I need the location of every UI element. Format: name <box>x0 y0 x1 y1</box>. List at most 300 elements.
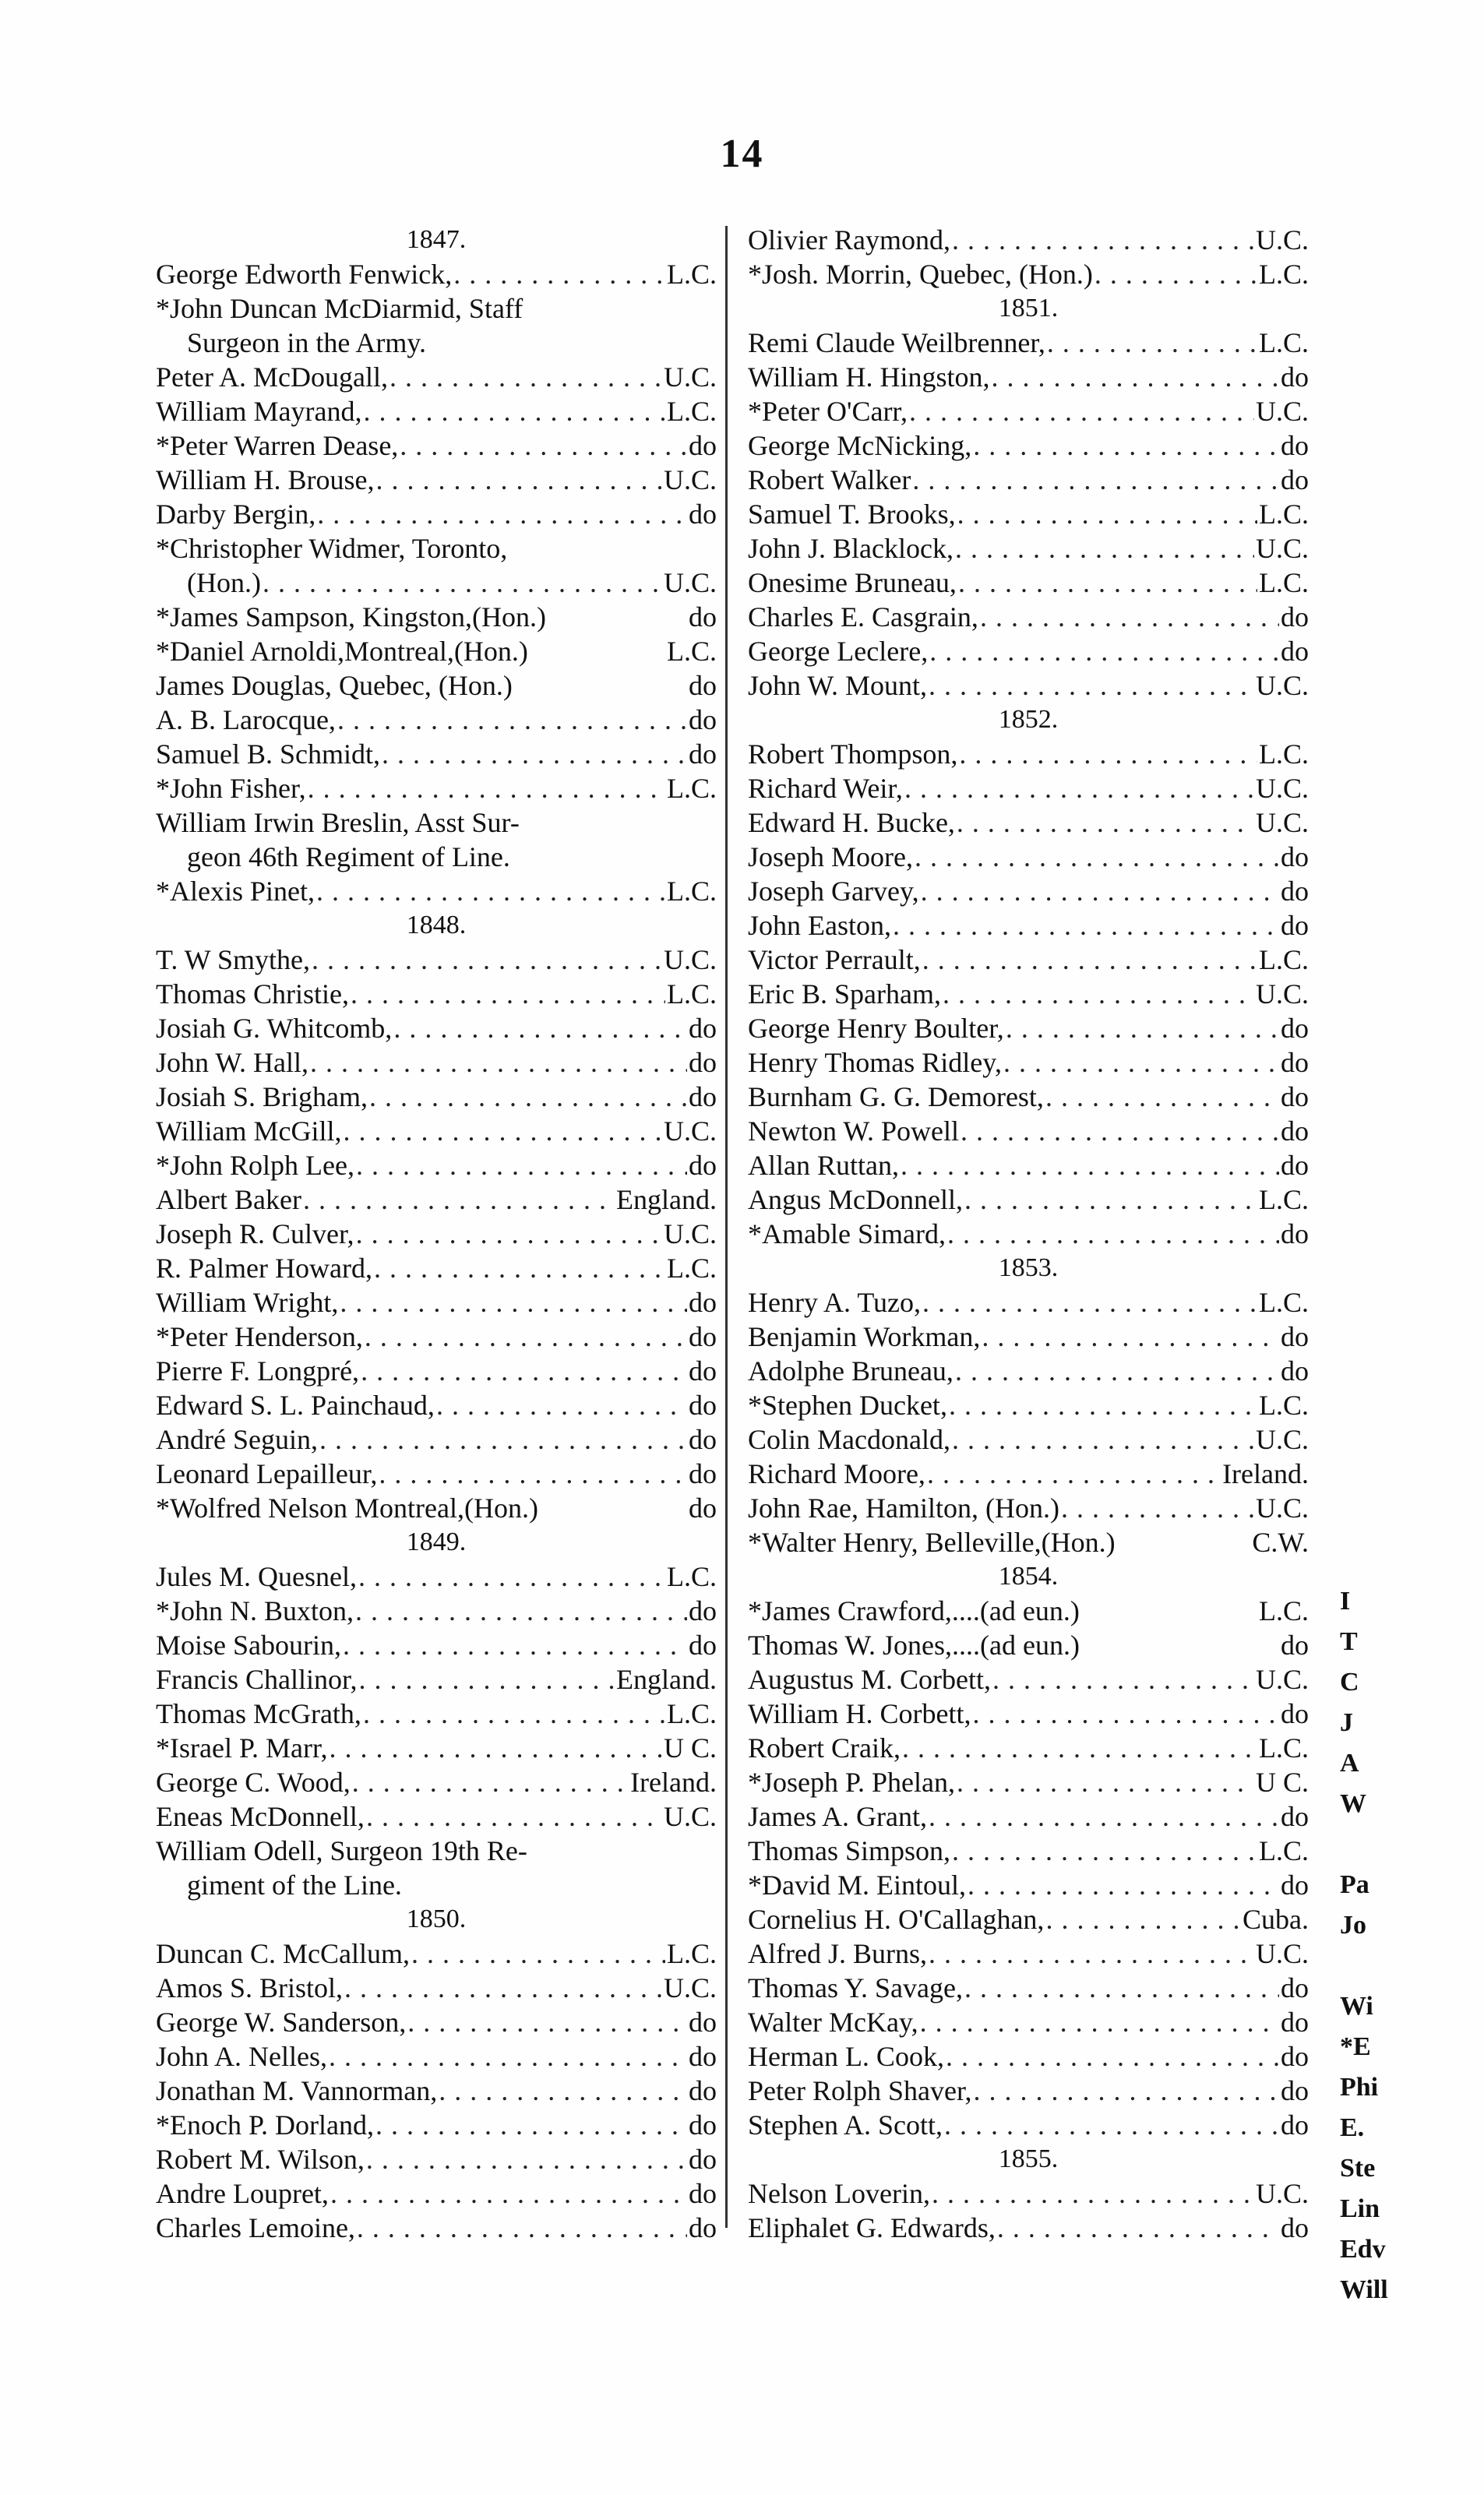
graduate-entry <box>748 1731 1309 1765</box>
dot-leader <box>358 1559 665 1594</box>
graduate-entry <box>748 2211 1309 2245</box>
graduate-place: do <box>689 2212 717 2243</box>
year-heading: 1853. <box>998 1253 1059 1282</box>
dot-leader <box>337 703 687 737</box>
dot-leader <box>922 1285 1257 1320</box>
graduate-place: do <box>1281 1698 1309 1729</box>
graduate-entry <box>748 1868 1309 1902</box>
graduate-place: U C. <box>663 1732 717 1764</box>
graduate-name: William Wright, <box>156 1287 339 1318</box>
graduate-entry <box>748 1354 1309 1388</box>
year-heading: 1852. <box>998 705 1059 734</box>
dot-leader <box>992 1662 1254 1697</box>
graduate-name: George C. Wood, <box>156 1767 351 1798</box>
graduate-entry <box>748 2108 1309 2142</box>
graduate-name: Pierre F. Longpré, <box>156 1355 360 1387</box>
graduate-entry <box>748 977 1309 1011</box>
dot-leader <box>961 1114 1279 1148</box>
dot-leader <box>902 1731 1257 1765</box>
graduate-place: Cuba. <box>1243 1904 1309 1935</box>
graduate-entry <box>748 1902 1309 1936</box>
dot-leader <box>920 2005 1279 2039</box>
graduate-name: Herman L. Cook, <box>748 2041 944 2072</box>
edge-fragment: W <box>1340 1789 1366 1818</box>
graduate-entry <box>156 1251 717 1285</box>
dot-leader <box>929 1799 1279 1834</box>
graduate-place: do <box>689 601 717 633</box>
graduate-entry <box>156 2176 717 2211</box>
dot-leader <box>952 1422 1254 1457</box>
graduate-place: do <box>689 2109 717 2141</box>
dot-leader <box>974 2074 1279 2108</box>
graduate-entry <box>156 1457 717 1491</box>
dot-leader <box>357 2211 687 2245</box>
graduate-entry <box>748 771 1309 805</box>
graduate-place: do <box>1281 601 1309 633</box>
graduate-entry <box>748 600 1309 634</box>
dot-leader <box>329 2039 687 2074</box>
dot-leader <box>943 977 1254 1011</box>
graduate-entry <box>156 1045 717 1080</box>
graduate-entry <box>156 1662 717 1697</box>
graduate-place: do <box>689 704 717 735</box>
dot-leader <box>997 2211 1279 2245</box>
graduate-place: L.C. <box>666 396 717 427</box>
graduate-name: Nelson Loverin, <box>748 2178 930 2209</box>
dot-leader <box>909 394 1254 428</box>
dot-leader <box>436 1388 687 1422</box>
graduate-name: Angus McDonnell, <box>748 1184 963 1215</box>
graduate-name: Joseph Garvey, <box>748 876 919 907</box>
graduate-name: John Easton, <box>748 910 891 941</box>
graduate-name: Adolphe Bruneau, <box>748 1355 953 1387</box>
graduate-name: Francis Challinor, <box>156 1664 358 1695</box>
graduate-place: do <box>689 499 717 530</box>
graduate-name: Joseph Moore, <box>748 841 913 872</box>
graduate-entry <box>748 2176 1309 2211</box>
graduate-entry <box>748 1080 1309 1114</box>
dot-leader <box>330 1731 662 1765</box>
dot-leader <box>1094 257 1257 291</box>
graduate-name: Burnham G. G. Demorest, <box>748 1081 1044 1112</box>
graduate-entry <box>156 1148 717 1182</box>
graduate-name: Thomas W. Jones,....(ad eun.) <box>748 1630 1080 1661</box>
graduate-place: U.C. <box>1255 1424 1309 1455</box>
graduate-name: Duncan C. McCallum, <box>156 1938 410 1969</box>
graduate-entry <box>156 2142 717 2176</box>
graduate-name: geon 46th Regiment of Line. <box>187 841 510 872</box>
graduate-place: do <box>1281 636 1309 667</box>
graduate-name: *Amable Simard, <box>748 1218 946 1249</box>
graduate-place: do <box>689 1492 717 1524</box>
graduate-entry <box>748 223 1309 257</box>
graduate-entry <box>156 600 717 634</box>
graduate-entry <box>748 1285 1309 1320</box>
graduate-place: L.C. <box>1258 1595 1309 1626</box>
graduate-entry <box>748 566 1309 600</box>
year-heading: 1850. <box>406 1905 467 1933</box>
graduate-name: Leonard Lepailleur, <box>156 1458 378 1489</box>
graduate-name: *Daniel Arnoldi,Montreal,(Hon.) <box>156 636 528 667</box>
graduate-entry <box>156 428 717 463</box>
dot-leader <box>1047 326 1257 360</box>
graduate-entry <box>156 1765 717 1799</box>
dot-leader <box>310 1045 687 1080</box>
graduate-name: George Leclere, <box>748 636 929 667</box>
graduate-name: Thomas Simpson, <box>748 1835 951 1866</box>
graduate-name: John Rae, Hamilton, (Hon.) <box>748 1492 1059 1524</box>
graduate-name: Remi Claude Weilbrenner, <box>748 327 1045 358</box>
dot-leader <box>319 1422 687 1457</box>
dot-leader <box>955 531 1254 566</box>
graduate-name: Josiah S. Brigham, <box>156 1081 368 1112</box>
graduate-entry <box>156 394 717 428</box>
dot-leader <box>921 874 1279 908</box>
edge-fragment: J <box>1340 1708 1353 1737</box>
graduate-place: L.C. <box>1258 327 1309 358</box>
graduate-entry <box>748 1799 1309 1834</box>
graduate-place: U.C. <box>1255 978 1309 1010</box>
edge-fragment: Lin <box>1340 2194 1380 2223</box>
graduate-place: do <box>1281 2109 1309 2141</box>
graduate-entry <box>156 1354 717 1388</box>
year-heading: 1848. <box>406 911 467 939</box>
graduate-place: do <box>1281 2007 1309 2038</box>
graduate-entry <box>748 257 1309 291</box>
year-heading: 1855. <box>998 2144 1059 2173</box>
graduate-name: Charles Lemoine, <box>156 2212 355 2243</box>
graduate-entry <box>156 1182 717 1217</box>
graduate-name: George Henry Boulter, <box>748 1013 1004 1044</box>
dot-leader <box>363 1697 665 1731</box>
graduate-name: William Irwin Breslin, Asst Sur- <box>156 807 520 838</box>
graduate-name: Peter A. McDougall, <box>156 361 388 393</box>
graduate-entry <box>748 2039 1309 2074</box>
graduate-entry <box>748 1114 1309 1148</box>
graduate-entry <box>748 668 1309 703</box>
dot-leader <box>901 1148 1279 1182</box>
graduate-place: do <box>689 2007 717 2038</box>
edge-fragment: Ste <box>1340 2154 1376 2183</box>
dot-leader <box>355 1594 687 1628</box>
edge-fragment: Wi <box>1340 1992 1373 2021</box>
graduate-place: L.C. <box>666 876 717 907</box>
graduate-entry <box>156 1320 717 1354</box>
graduate-name: *James Crawford,....(ad eun.) <box>748 1595 1080 1626</box>
graduate-entry <box>156 1422 717 1457</box>
graduate-place: do <box>689 2041 717 2072</box>
graduate-entry <box>156 463 717 497</box>
dot-leader <box>893 908 1279 943</box>
graduate-entry <box>156 1834 717 1868</box>
graduate-place: do <box>1281 2041 1309 2072</box>
dot-leader <box>453 257 665 291</box>
graduate-entry <box>156 2074 717 2108</box>
dot-leader <box>400 428 687 463</box>
dot-leader <box>390 360 662 394</box>
graduate-entry <box>748 1457 1309 1491</box>
dot-leader <box>929 634 1279 668</box>
graduate-place: U.C. <box>1255 2178 1309 2209</box>
graduate-place: do <box>1281 1321 1309 1352</box>
graduate-place: U.C. <box>1255 1938 1309 1969</box>
graduate-place: U.C. <box>663 464 717 495</box>
dot-leader <box>959 737 1257 771</box>
dot-leader <box>343 1628 687 1662</box>
graduate-name: Albert Baker <box>156 1184 301 1215</box>
dot-leader <box>344 1971 662 2005</box>
graduate-name: Darby Bergin, <box>156 499 316 530</box>
graduate-entry <box>156 2005 717 2039</box>
dot-leader <box>957 805 1254 840</box>
graduate-place: U.C. <box>1255 807 1309 838</box>
graduate-entry <box>156 1559 717 1594</box>
graduate-name: William Mayrand, <box>156 396 362 427</box>
graduate-name: Jules M. Quesnel, <box>156 1561 357 1592</box>
graduate-name: *Alexis Pinet, <box>156 876 315 907</box>
year-heading: 1847. <box>406 225 467 254</box>
graduate-entry <box>156 2108 717 2142</box>
dot-leader <box>958 566 1257 600</box>
graduate-place: L.C. <box>1258 1835 1309 1866</box>
graduate-name: Augustus M. Corbett, <box>748 1664 992 1695</box>
dot-leader <box>366 1799 662 1834</box>
graduate-entry <box>748 531 1309 566</box>
graduate-place: L.C. <box>1258 499 1309 530</box>
graduate-place: do <box>689 1390 717 1421</box>
graduate-name: Newton W. Powell <box>748 1115 960 1147</box>
graduate-place: do <box>1281 430 1309 461</box>
graduate-place: L.C. <box>1258 259 1309 290</box>
left-column <box>156 223 717 2245</box>
graduate-entry <box>156 1491 717 1525</box>
graduate-place: do <box>689 1150 717 1181</box>
year-heading: 1854. <box>998 1562 1059 1591</box>
graduate-entry <box>748 1697 1309 1731</box>
graduate-entry <box>748 737 1309 771</box>
dot-leader <box>944 2108 1279 2142</box>
graduate-name: *Christopher Widmer, Toronto, <box>156 533 508 564</box>
graduate-name: Edward H. Bucke, <box>748 807 955 838</box>
graduate-entry <box>156 1594 717 1628</box>
graduate-name: Samuel B. Schmidt, <box>156 738 380 770</box>
dot-leader <box>952 1834 1257 1868</box>
graduate-name: T. W Smythe, <box>156 944 310 975</box>
dot-leader <box>351 977 665 1011</box>
dot-leader <box>303 1182 615 1217</box>
edge-fragment: T <box>1340 1627 1358 1656</box>
graduate-name: Amos S. Bristol, <box>156 1972 344 2003</box>
graduate-entry <box>748 1765 1309 1799</box>
dot-leader <box>356 1217 662 1251</box>
dot-leader <box>330 2176 687 2211</box>
year-heading: 1851. <box>998 294 1059 322</box>
graduate-name: Walter McKay, <box>748 2007 918 2038</box>
dot-leader <box>340 1285 687 1320</box>
graduate-name: Thomas Christie, <box>156 978 349 1010</box>
dot-leader <box>411 1936 665 1971</box>
dot-leader <box>316 874 665 908</box>
graduate-place: do <box>689 2075 717 2106</box>
dot-leader <box>955 1354 1279 1388</box>
graduate-place: U.C. <box>663 1218 717 1249</box>
graduate-entry <box>156 737 717 771</box>
dot-leader <box>361 1354 687 1388</box>
dot-leader <box>904 771 1254 805</box>
graduate-name: Thomas Y. Savage, <box>748 1972 963 2003</box>
graduate-name: giment of the Line. <box>187 1869 402 1901</box>
dot-leader <box>1061 1491 1254 1525</box>
dot-leader <box>968 1868 1279 1902</box>
dot-leader <box>375 2108 687 2142</box>
graduate-name: John A. Nelles, <box>156 2041 327 2072</box>
graduate-place: do <box>689 2178 717 2209</box>
graduate-entry <box>156 360 717 394</box>
dot-leader <box>929 668 1254 703</box>
graduate-name: A. B. Larocque, <box>156 704 336 735</box>
graduate-place: do <box>1281 1869 1309 1901</box>
graduate-name: Cornelius H. O'Callaghan, <box>748 1904 1045 1935</box>
dot-leader <box>1003 1045 1279 1080</box>
graduate-place: L.C. <box>1258 1732 1309 1764</box>
graduate-place: L.C. <box>666 1938 717 1969</box>
graduate-place: U.C. <box>1255 773 1309 804</box>
graduate-entry <box>748 1662 1309 1697</box>
graduate-place: do <box>689 2144 717 2175</box>
graduate-entry <box>156 1628 717 1662</box>
graduate-name: *James Sampson, Kingston,(Hon.) <box>156 601 546 633</box>
edge-fragment: I <box>1340 1587 1351 1616</box>
graduate-name: Onesime Bruneau, <box>748 567 957 598</box>
edge-fragment: Will <box>1340 2275 1388 2304</box>
dot-leader <box>952 223 1254 257</box>
graduate-name: Eliphalet G. Edwards, <box>748 2212 996 2243</box>
graduate-place: do <box>1281 1801 1309 1832</box>
graduate-entry <box>748 360 1309 394</box>
graduate-name: Benjamin Workman, <box>748 1321 981 1352</box>
dot-leader <box>973 1697 1279 1731</box>
graduate-entry <box>156 1799 717 1834</box>
graduate-name: James A. Grant, <box>748 1801 927 1832</box>
graduate-entry <box>156 1971 717 2005</box>
graduate-name: *Israel P. Marr, <box>156 1732 328 1764</box>
graduate-place: do <box>689 1287 717 1318</box>
graduate-entry <box>156 1114 717 1148</box>
dot-leader <box>393 1011 687 1045</box>
dot-leader <box>946 2039 1279 2074</box>
dot-leader <box>374 1251 665 1285</box>
dot-leader <box>366 2142 687 2176</box>
graduate-name: (Hon.) <box>187 567 261 598</box>
page-number: 14 <box>720 132 764 176</box>
graduate-entry <box>748 1594 1309 1628</box>
graduate-name: Thomas McGrath, <box>156 1698 361 1729</box>
graduate-name: *Peter Henderson, <box>156 1321 363 1352</box>
right-column <box>748 223 1309 2245</box>
graduate-name: *John N. Buxton, <box>156 1595 354 1626</box>
graduate-place: England. <box>616 1184 717 1215</box>
edge-fragment: *E <box>1340 2032 1371 2061</box>
graduate-place: do <box>1281 1630 1309 1661</box>
graduate-name: Stephen A. Scott, <box>748 2109 943 2141</box>
graduate-place: U.C. <box>663 567 717 598</box>
graduate-entry <box>156 771 717 805</box>
graduate-name: *Enoch P. Dorland, <box>156 2109 374 2141</box>
graduate-place: L.C. <box>1258 1390 1309 1421</box>
graduate-place: do <box>1281 1115 1309 1147</box>
graduate-place: do <box>1281 2212 1309 2243</box>
adjacent-page-edge <box>1340 1581 1402 2310</box>
graduate-name: Robert Thompson, <box>748 738 958 770</box>
graduate-entry <box>156 840 717 874</box>
graduate-entry <box>156 1285 717 1320</box>
graduate-place: U.C. <box>1255 1492 1309 1524</box>
graduate-name: George W. Sanderson, <box>156 2007 407 2038</box>
graduate-place: U.C. <box>1255 533 1309 564</box>
graduate-place: L.C. <box>1258 738 1309 770</box>
graduate-place: L.C. <box>666 259 717 290</box>
graduate-entry <box>748 1525 1309 1559</box>
graduate-name: *Josh. Morrin, Quebec, (Hon.) <box>748 259 1093 290</box>
graduate-name: Richard Weir, <box>748 773 903 804</box>
graduate-entry <box>748 497 1309 531</box>
graduate-entry <box>156 977 717 1011</box>
graduate-place: U.C. <box>1255 396 1309 427</box>
dot-leader <box>964 1971 1279 2005</box>
graduate-name: Robert Walker <box>748 464 911 495</box>
graduate-name: R. Palmer Howard, <box>156 1253 372 1284</box>
graduate-name: *Joseph P. Phelan, <box>748 1767 956 1798</box>
graduate-entry <box>156 1388 717 1422</box>
graduate-name: William H. Hingston, <box>748 361 990 393</box>
graduate-place: L.C. <box>666 1253 717 1284</box>
graduate-entry <box>748 634 1309 668</box>
dot-leader <box>929 1936 1254 1971</box>
graduate-place: U.C. <box>1255 670 1309 701</box>
graduate-entry <box>156 943 717 977</box>
graduate-entry <box>748 1422 1309 1457</box>
graduate-name: Victor Perrault, <box>748 944 921 975</box>
graduate-place: do <box>689 1630 717 1661</box>
graduate-place: England. <box>616 1664 717 1695</box>
graduate-entry <box>748 1936 1309 1971</box>
graduate-place: do <box>1281 1972 1309 2003</box>
graduate-place: U.C. <box>663 361 717 393</box>
graduate-name: Henry A. Tuzo, <box>748 1287 922 1318</box>
dot-leader <box>344 1114 662 1148</box>
graduate-place: U.C. <box>663 1801 717 1832</box>
graduate-name: *John Duncan McDiarmid, Staff <box>156 293 523 324</box>
graduate-entry <box>156 566 717 600</box>
dot-leader <box>980 600 1279 634</box>
graduate-entry <box>748 1148 1309 1182</box>
graduate-entry <box>748 463 1309 497</box>
dot-leader <box>1045 1080 1279 1114</box>
graduate-entry <box>748 805 1309 840</box>
graduate-entry <box>156 1936 717 1971</box>
year-heading: 1849. <box>406 1528 467 1556</box>
graduate-entry <box>748 1628 1309 1662</box>
graduate-name: Charles E. Casgrain, <box>748 601 978 633</box>
graduate-place: do <box>689 1013 717 1044</box>
dot-leader <box>927 1457 1221 1491</box>
graduate-place: L.C. <box>666 773 717 804</box>
edge-fragment: A <box>1340 1749 1359 1778</box>
graduate-name: George McNicking, <box>748 430 972 461</box>
graduate-name: William McGill, <box>156 1115 342 1147</box>
graduate-entry <box>156 291 717 326</box>
graduate-name: Eneas McDonnell, <box>156 1801 365 1832</box>
